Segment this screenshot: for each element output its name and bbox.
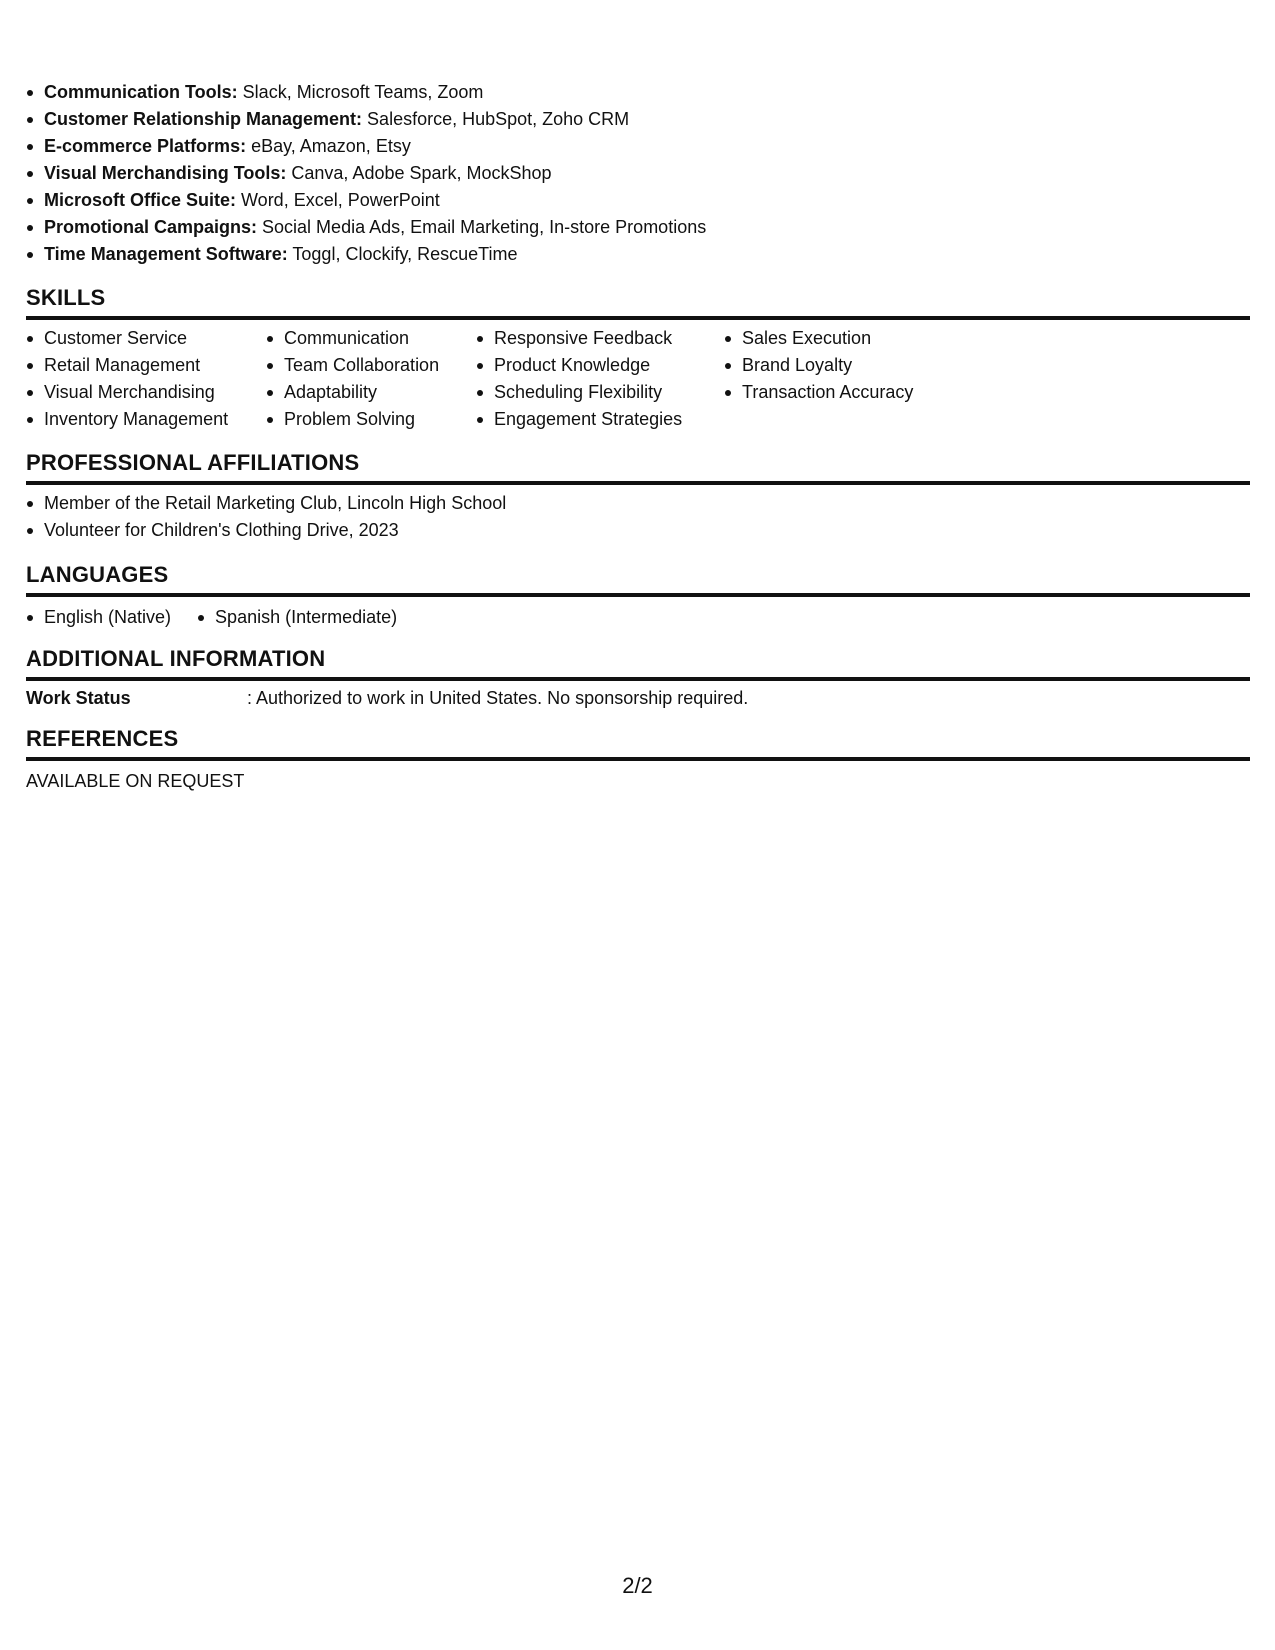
tool-label: Visual Merchandising Tools: <box>44 163 287 183</box>
skill-item: Adaptability <box>266 379 456 406</box>
references-heading: REFERENCES <box>26 726 1250 761</box>
skills-column <box>724 325 944 433</box>
tool-value: Salesforce, HubSpot, Zoho CRM <box>362 109 630 129</box>
tool-value: Toggl, Clockify, RescueTime <box>287 244 518 264</box>
tool-label: E-commerce Platforms: <box>44 136 247 156</box>
language-item: English (Native) <box>26 604 171 631</box>
skill-item: Communication <box>266 325 456 352</box>
tool-item <box>26 160 706 187</box>
skill-item: Problem Solving <box>266 406 456 433</box>
skills-column <box>266 325 456 433</box>
skill-item: Responsive Feedback <box>476 325 704 352</box>
tool-value: Canva, Adobe Spark, MockShop <box>286 163 552 183</box>
languages-heading: LANGUAGES <box>26 562 1250 597</box>
skill-item: Team Collaboration <box>266 352 456 379</box>
tool-label: Time Management Software: <box>44 244 288 264</box>
tool-value: eBay, Amazon, Etsy <box>246 136 411 156</box>
references-text: AVAILABLE ON REQUEST <box>26 771 245 791</box>
language-item: Spanish (Intermediate) <box>197 604 397 631</box>
languages-list <box>26 604 423 631</box>
tool-item <box>26 187 706 214</box>
tool-item <box>26 79 706 106</box>
tool-item <box>26 133 706 160</box>
tool-value: Word, Excel, PowerPoint <box>236 190 440 210</box>
tool-label: Customer Relationship Management: <box>44 109 363 129</box>
tool-item <box>26 241 706 268</box>
skill-item: Brand Loyalty <box>724 352 944 379</box>
affiliation-item: Member of the Retail Marketing Club, Lincoln High School <box>26 490 506 517</box>
skill-item: Engagement Strategies <box>476 406 704 433</box>
skill-item: Transaction Accuracy <box>724 379 944 406</box>
affiliation-item: Volunteer for Children's Clothing Drive, 2023 <box>26 517 506 544</box>
skill-item: Scheduling Flexibility <box>476 379 704 406</box>
tool-item <box>26 214 706 241</box>
skills-column <box>476 325 704 433</box>
tool-label: Microsoft Office Suite: <box>44 190 237 210</box>
skills-column <box>26 325 246 433</box>
tool-label: Promotional Campaigns: <box>44 217 258 237</box>
skill-item: Product Knowledge <box>476 352 704 379</box>
tool-label: Communication Tools: <box>44 82 238 102</box>
skill-item: Retail Management <box>26 352 246 379</box>
tool-value: Social Media Ads, Email Marketing, In-store Promotions <box>257 217 707 237</box>
skills-heading: SKILLS <box>26 285 1250 320</box>
page-number: 2/2 <box>622 1573 653 1598</box>
skill-item: Customer Service <box>26 325 246 352</box>
affiliations-heading: PROFESSIONAL AFFILIATIONS <box>26 450 1250 485</box>
affiliations-list <box>26 490 506 544</box>
skill-item: Visual Merchandising <box>26 379 246 406</box>
tool-item <box>26 106 706 133</box>
additional-info-heading: ADDITIONAL INFORMATION <box>26 646 1250 681</box>
skill-item: Inventory Management <box>26 406 246 433</box>
skills-grid <box>26 325 964 433</box>
tool-value: Slack, Microsoft Teams, Zoom <box>237 82 484 102</box>
work-status-label: Work Status <box>26 688 131 708</box>
work-status-value: : Authorized to work in United States. No sponsorship required. <box>247 688 749 708</box>
tools-list <box>26 79 706 268</box>
skill-item: Sales Execution <box>724 325 944 352</box>
